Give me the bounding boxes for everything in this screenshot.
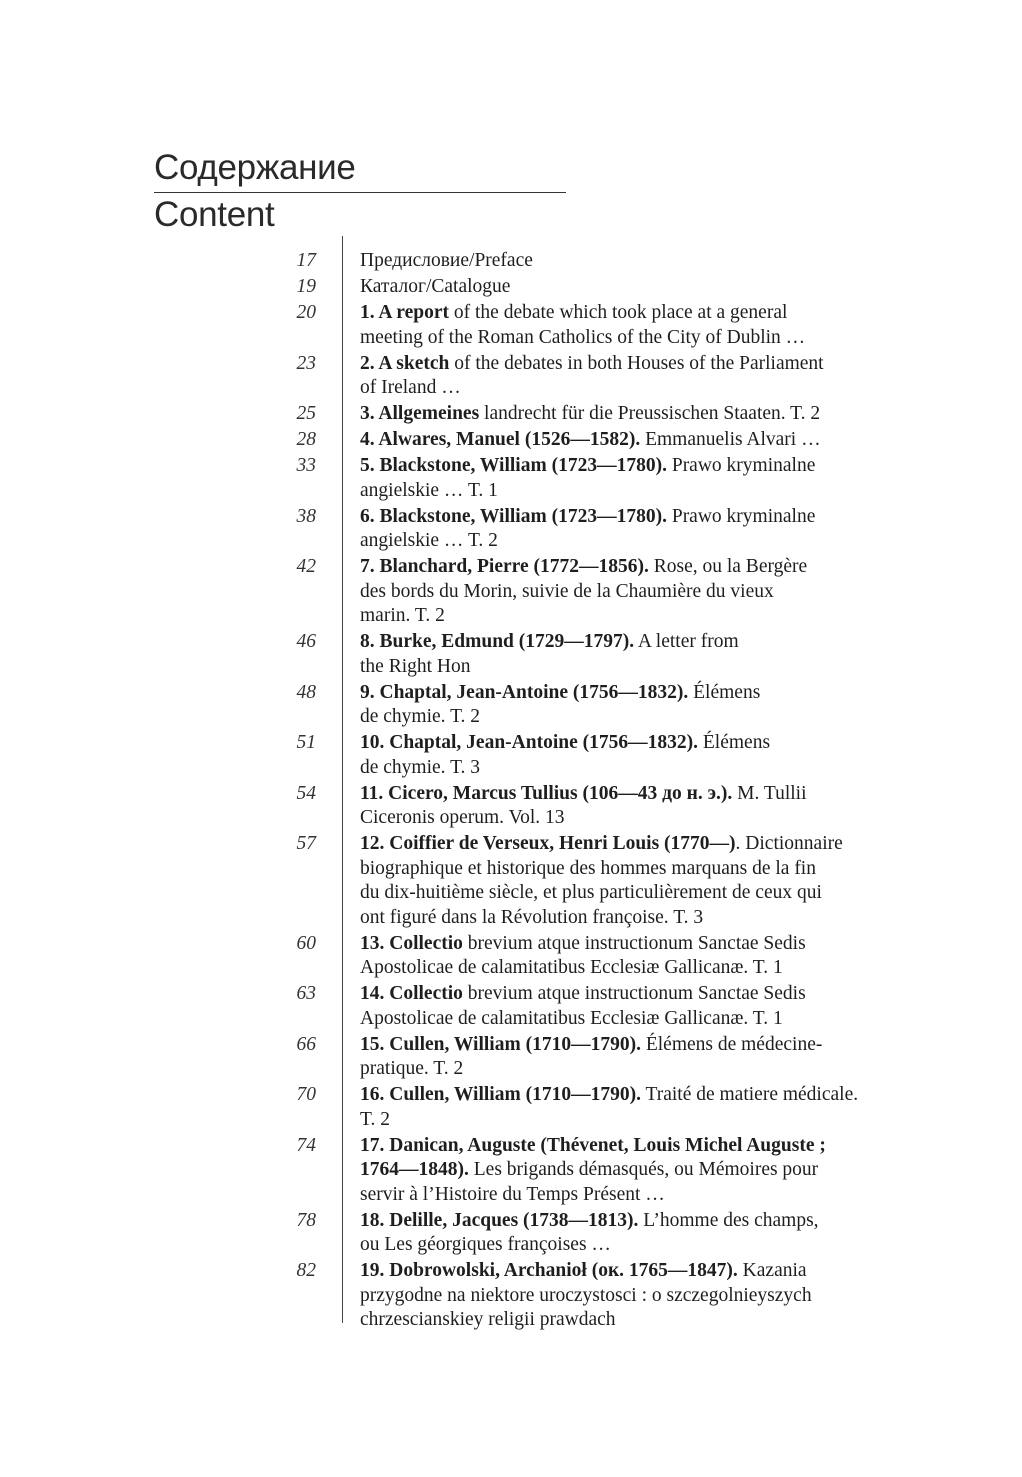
toc-page-number: 28 [296,429,316,450]
toc-entry-description: Предисловие/Preface [360,250,533,271]
toc-entry [270,1083,910,1132]
toc-entry-description: Élémens de chymie. T. 3 [360,732,771,778]
toc-entry-text [360,1259,905,1333]
toc-entry-text [360,454,905,503]
toc-entry-bold-lead: 9. Chaptal, Jean-Antoine (1756—1832). [360,681,689,703]
toc-entry-description: Prawo kryminalne angielskie … T. 2 [360,505,816,551]
toc-entry-text [360,249,905,274]
toc-page-number: 38 [296,505,316,527]
toc-entry-description: brevium atque instructionum Sanctae Sedis Apostolicae de calamitatibus Ecclesiæ Gallicanæ. T. 1 [360,983,806,1029]
toc-entry-bold-lead: 12. Coiffier de Verseux, Henri Louis (1770—) [360,833,736,854]
toc-entry [270,1134,910,1208]
toc-entry-text [360,1209,905,1258]
toc-page-number: 51 [296,732,316,753]
toc-entry [270,832,910,930]
toc-entry-description: Les brigands démasqués, ou Mémoires pour servir à l’Histoire du Temps Présent … [360,1159,819,1205]
toc-entry-bold-lead: 13. Collectio [360,932,463,954]
toc-page-number: 78 [296,1209,316,1231]
toc-entry [270,402,910,427]
toc-page-number: 19 [296,276,316,297]
toc-entry-bold-lead: 7. Blanchard, Pierre (1772—1856). [360,556,649,577]
toc-entry-text [360,428,905,453]
toc-entry [270,932,910,981]
toc-entry-bold-lead: 18. Delille, Jacques (1738—1813). [360,1209,639,1231]
toc-entry [270,555,910,629]
toc-page-number: 70 [296,1084,316,1105]
toc-page-number: 46 [296,631,316,652]
toc-page-number: 25 [296,403,316,424]
toc-entry-description: L’homme des champs, ou Les géorgiques françoises … [360,1209,819,1255]
toc-entry-description: Élémens de médecine- pratique. T. 2 [360,1033,823,1079]
table-of-contents [270,249,910,1334]
toc-entry [270,630,910,679]
toc-entry [270,249,910,274]
toc-entry-bold-lead: 5. Blackstone, William (1723—1780). [360,455,667,476]
toc-page-number: 63 [296,983,316,1004]
toc-page-number: 48 [296,681,316,703]
toc-entry [270,352,910,401]
toc-entry-description: Rose, ou la Bergère des bords du Morin, suivie de la Chaumière du vieux marin. T. 2 [360,556,808,626]
toc-entry-text [360,275,905,300]
toc-entry-description: . Dictionnaire biographique et historique des hommes marquans de la fin du dix-huitième siècle, et plus particulièrement de ceux qui ont figuré dans la Révolution françoise. T. 3 [360,833,843,928]
toc-entry-description: Traité de matiere médicale. T. 2 [360,1084,859,1130]
toc-entry-text [360,782,905,831]
toc-entry-text [360,932,905,981]
toc-entry-bold-lead: 16. Cullen, William (1710—1790). [360,1084,641,1105]
toc-entry-bold-lead: 10. Chaptal, Jean-Antoine (1756—1832). [360,732,699,753]
toc-entry-text [360,301,905,350]
toc-entry [270,428,910,453]
toc-entry [270,1033,910,1082]
toc-entry [270,782,910,831]
toc-page-number: 42 [296,556,316,577]
toc-entry-text [360,505,905,554]
heading-block [154,146,566,237]
toc-entry-bold-lead: 3. Allgemeines [360,403,480,424]
toc-page-number: 23 [296,352,316,374]
toc-entry-description: Kazania przygodne na niektore uroczystosci : o szczegolnieyszych chrzescianskiey religii prawdach [360,1260,812,1330]
toc-entry-description: Каталог/Catalogue [360,276,511,297]
toc-page-number: 74 [296,1134,316,1156]
toc-entry [270,454,910,503]
toc-entry [270,301,910,350]
toc-entry-description: of the debates in both Houses of the Parliament of Ireland … [360,352,824,398]
toc-entry-bold-lead: 14. Collectio [360,983,463,1004]
toc-entry-bold-lead: 4. Alwares, Manuel (1526—1582). [360,429,641,450]
toc-page-number: 54 [296,782,316,804]
toc-entry-description: A letter from the Right Hon [360,631,739,677]
toc-entry-description: brevium atque instructionum Sanctae Sedis Apostolicae de calamitatibus Ecclesiæ Gallicanæ. T. 1 [360,932,806,978]
toc-entry-description: Emmanuelis Alvari … [640,429,821,450]
toc-page-number: 66 [296,1033,316,1055]
toc-entry-bold-lead: 15. Cullen, William (1710—1790). [360,1033,641,1055]
toc-entry [270,1209,910,1258]
toc-entry-bold-lead: 11. Cicero, Marcus Tullius (106—43 до н. э.). [360,782,733,804]
toc-entry-bold-lead: 8. Burke, Edmund (1729—1797). [360,631,635,652]
toc-entry-bold-lead: 1. A report [360,302,450,323]
toc-entry [270,681,910,730]
toc-entry-bold-lead: 6. Blackstone, William (1723—1780). [360,505,667,527]
toc-entry-description: Prawo kryminalne angielskie … T. 1 [360,455,816,501]
toc-entry-bold-lead: 17. Danican, Auguste (Thévenet, Louis Michel Auguste ; 1764—1848). [360,1134,826,1180]
page-title-russian: Содержание [154,146,566,193]
toc-page-number: 20 [296,302,316,323]
toc-page-number: 82 [296,1260,316,1281]
toc-entry [270,1259,910,1333]
toc-entry-description: Élémens de chymie. T. 2 [360,681,761,727]
toc-entry-text [360,681,905,730]
toc-entry-text [360,555,905,629]
toc-entry-description: M. Tullii Ciceronis operum. Vol. 13 [360,782,807,828]
page-title-english: Content [154,195,275,234]
toc-entry [270,982,910,1031]
toc-entry-text [360,1033,905,1082]
toc-entry-text [360,1134,905,1208]
toc-entry-bold-lead: 2. A sketch [360,352,450,374]
toc-entry [270,505,910,554]
toc-entry-text [360,832,905,930]
toc-entry-text [360,630,905,679]
toc-entry-text [360,982,905,1031]
toc-entry [270,275,910,300]
toc-entry-description: landrecht für die Preussischen Staaten. T. 2 [479,403,821,424]
toc-entry-text [360,1083,905,1132]
toc-entry-text [360,731,905,780]
toc-entry-bold-lead: 19. Dobrowolski, Archanioł (ок. 1765—1847). [360,1260,738,1281]
toc-page-number: 60 [296,932,316,954]
toc-entry-description: of the debate which took place at a general meeting of the Roman Catholics of the City of Dublin … [360,302,806,348]
toc-page-number: 33 [296,455,316,476]
toc-page-number: 57 [296,833,316,854]
toc-page-number: 17 [296,250,316,271]
toc-entry [270,731,910,780]
toc-entry-text [360,352,905,401]
toc-entry-text [360,402,905,427]
